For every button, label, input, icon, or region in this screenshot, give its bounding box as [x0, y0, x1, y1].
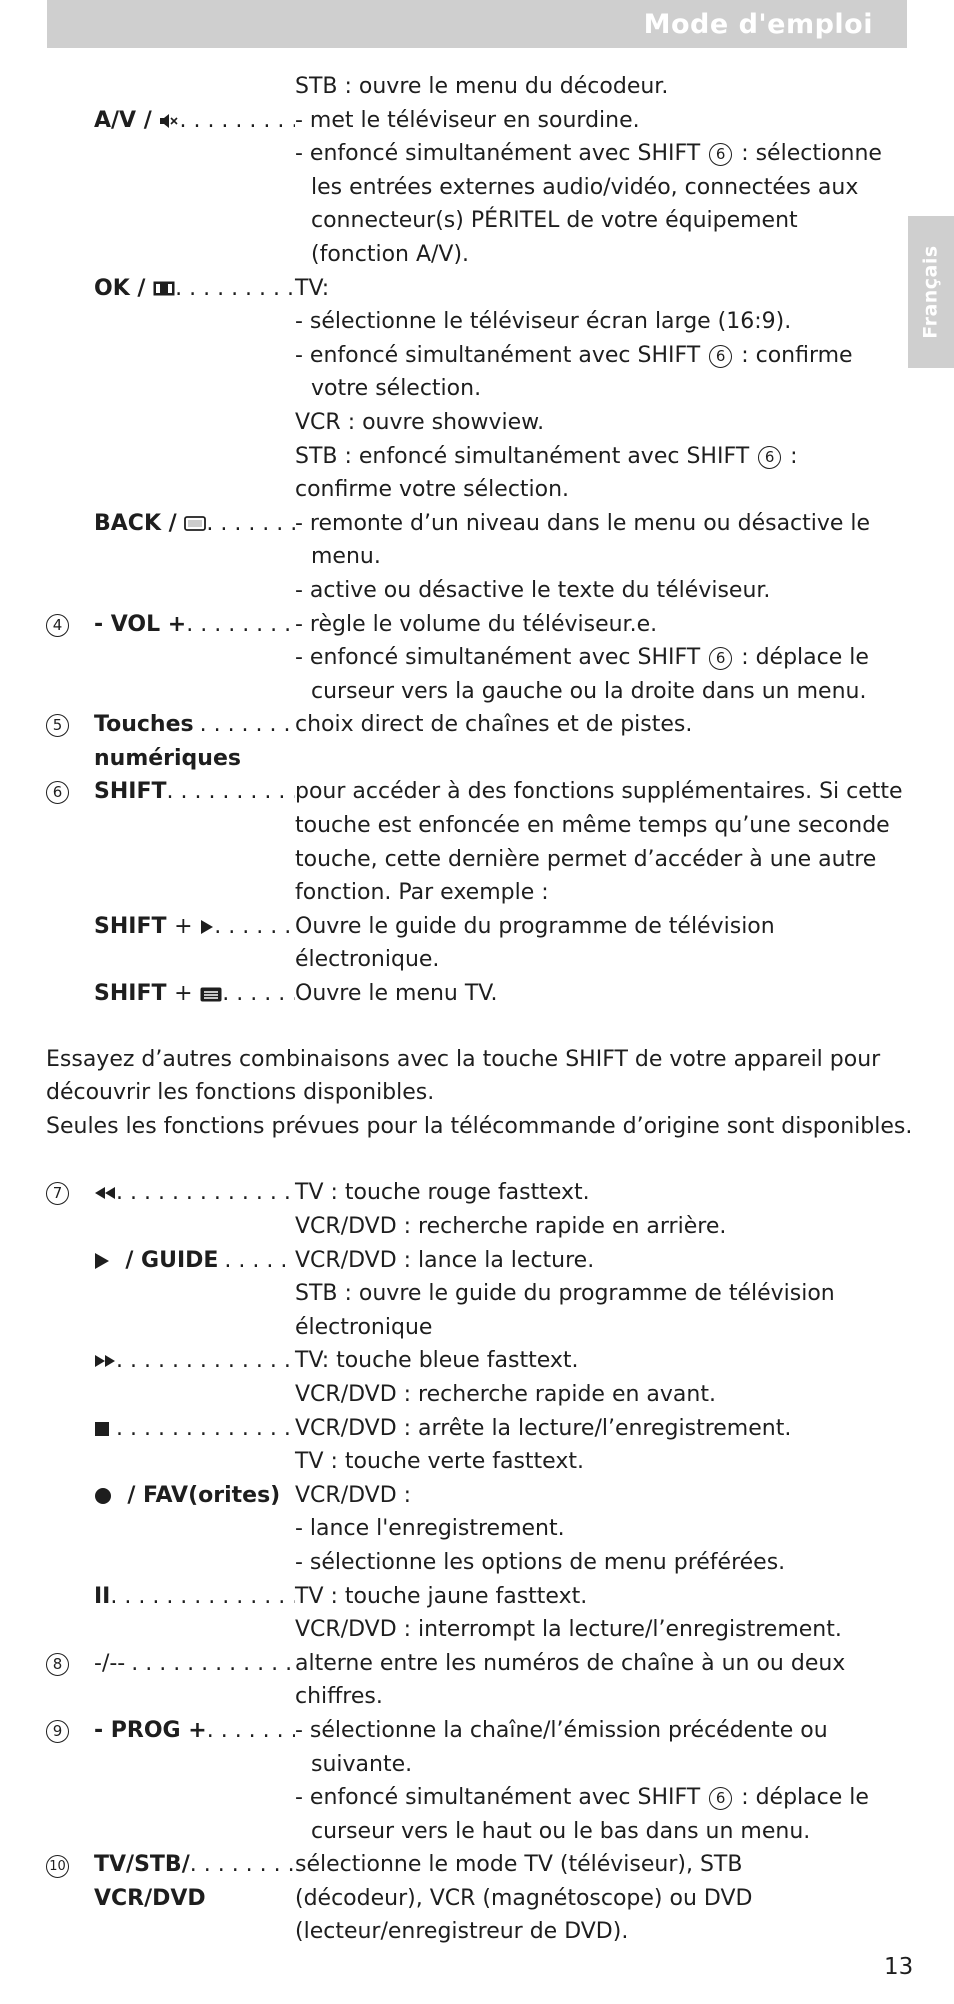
key-back: BACK / [94, 507, 206, 608]
callout-6: 6 [46, 781, 69, 804]
entry-rewind: 7 . . . TV : touche rouge fasttext. VCR/DVD : recherche rapide en arrière. [0, 1176, 908, 1243]
key-shift-menu: SHIFT + [94, 977, 222, 1011]
entry-touches: 5 Touches . . . numériques choix direct de chaînes et de pistes. [0, 708, 908, 775]
shift-ref: 6 [709, 345, 732, 368]
entry-pause: II . . . TV : touche jaune fasttext. VCR/DVD : interrompt la lecture/l’enregistrement. [0, 1580, 908, 1647]
tv-text-icon [184, 516, 206, 531]
callout-9: 9 [46, 1720, 69, 1743]
page-title: Mode d'emploi [643, 8, 873, 40]
key-rewind [94, 1176, 116, 1243]
shift-ref: 6 [709, 647, 732, 670]
key-prog: - PROG + [94, 1717, 207, 1743]
key-av: A/V / [94, 104, 179, 272]
entry-guide: / GUIDE . . . VCR/DVD : lance la lecture. STB : ouvre le guide du programme de télévision électronique [0, 1244, 908, 1345]
key-stop [94, 1412, 110, 1479]
fast-forward-icon [94, 1354, 116, 1368]
entry-back: BACK / . . . - remonte d’un niveau dans le menu ou désactive le menu. - active ou désactive le texte du téléviseur. [0, 507, 908, 608]
key-mode: TV/STB/ [94, 1852, 190, 1878]
key-guide: / GUIDE [94, 1244, 218, 1345]
entry-shift: 6 SHIFT . . . pour accéder à des fonctions supplémentaires. Si cette touche est enfoncée en même temps qu’une seconde touche, cette dernière permet d’accéder à une autre fonction. Par exemple : [0, 775, 908, 909]
entry-stb-menu: STB : ouvre le menu du décodeur. [295, 74, 669, 99]
callout-5: 5 [46, 714, 69, 737]
callout-8: 8 [46, 1653, 69, 1676]
menu-icon [200, 987, 222, 1002]
mute-icon [159, 113, 179, 129]
language-tab [908, 216, 954, 368]
stop-icon [94, 1421, 110, 1437]
shift-note: Essayez d’autres combinaisons avec la touche SHIFT de votre appareil pour découvrir les fonctions disponibles. Seules les fonctions prévues pour la télécommande d’origine sont disponibles. [46, 1046, 913, 1139]
callout-10: 10 [46, 1855, 69, 1878]
manual-content [0, 70, 913, 1949]
widescreen-icon [153, 281, 175, 296]
callout-4: 4 [46, 614, 69, 637]
entry-av: A/V / . . . - met le téléviseur en sourdine. - enfoncé simultanément avec SHIFT 6 : sélectionne les entrées externes audio/vidéo, connectées aux connecteur(s) PÉRITEL de votre équipement (fonction A/V). [0, 104, 908, 272]
header-bar [47, 0, 907, 48]
key-fav: / FAV(orites) [94, 1479, 280, 1580]
entry-fastforward: . . . TV: touche bleue fasttext. VCR/DVD : recherche rapide en avant. [0, 1344, 908, 1411]
entry-digits: 8 -/-- . . . alterne entre les numéros de chaîne à un ou deux chiffres. [0, 1647, 908, 1714]
key-touches: Touches [94, 712, 194, 738]
language-tab-label: Français [920, 245, 943, 339]
play-icon [94, 1252, 110, 1270]
entry-shift-menu: SHIFT + . . . Ouvre le menu TV. [0, 977, 908, 1011]
key-shift: SHIFT [94, 779, 167, 805]
entry-prog: 9 - PROG + . . . - sélectionne la chaîne/l’émission précédente ou suivante. - enfoncé simultanément avec SHIFT 6 : déplace le curseur vers le haut ou le bas dans un menu. [0, 1714, 908, 1848]
key-fastforward [94, 1344, 116, 1411]
key-shift-play: SHIFT + [94, 910, 214, 977]
entry-stop: . . . VCR/DVD : arrête la lecture/l’enregistrement. TV : touche verte fasttext. [0, 1412, 908, 1479]
entry-vol: 4 - VOL + . . . - règle le volume du téléviseur.e. - enfoncé simultanément avec SHIFT 6 : déplace le curseur vers la gauche ou la droite dans un menu. [0, 608, 908, 709]
key-ok: OK / [94, 272, 175, 507]
key-pause: II [94, 1583, 111, 1609]
play-icon [200, 919, 214, 935]
page-number: 13 [884, 1954, 914, 1980]
entry-ok: OK / . . . TV: - sélectionne le téléviseur écran large (16:9). - enfoncé simultanément avec SHIFT 6 : confirme votre sélection. VCR : ouvre showview. STB : enfoncé simultanément avec SHIFT 6 : confirme votre sélection. [0, 272, 908, 507]
callout-7: 7 [46, 1182, 69, 1205]
entry-fav: / FAV(orites) VCR/DVD : - lance l'enregistrement. - sélectionne les options de menu préférées. [0, 1479, 908, 1580]
shift-ref: 6 [709, 1787, 732, 1810]
record-icon [94, 1487, 112, 1505]
entry-shift-play: SHIFT + . . . Ouvre le guide du programme de télévision électronique. [0, 910, 908, 977]
entry-mode: 10 TV/STB/ . . . VCR/DVD sélectionne le mode TV (téléviseur), STB (décodeur), VCR (magnétoscope) ou DVD (lecteur/enregistreur de DVD). [0, 1848, 908, 1949]
key-vol: - VOL + [94, 611, 187, 637]
rewind-icon [94, 1186, 116, 1200]
key-digits: -/-- [94, 1650, 126, 1676]
shift-ref: 6 [709, 143, 732, 166]
shift-ref: 6 [758, 446, 781, 469]
